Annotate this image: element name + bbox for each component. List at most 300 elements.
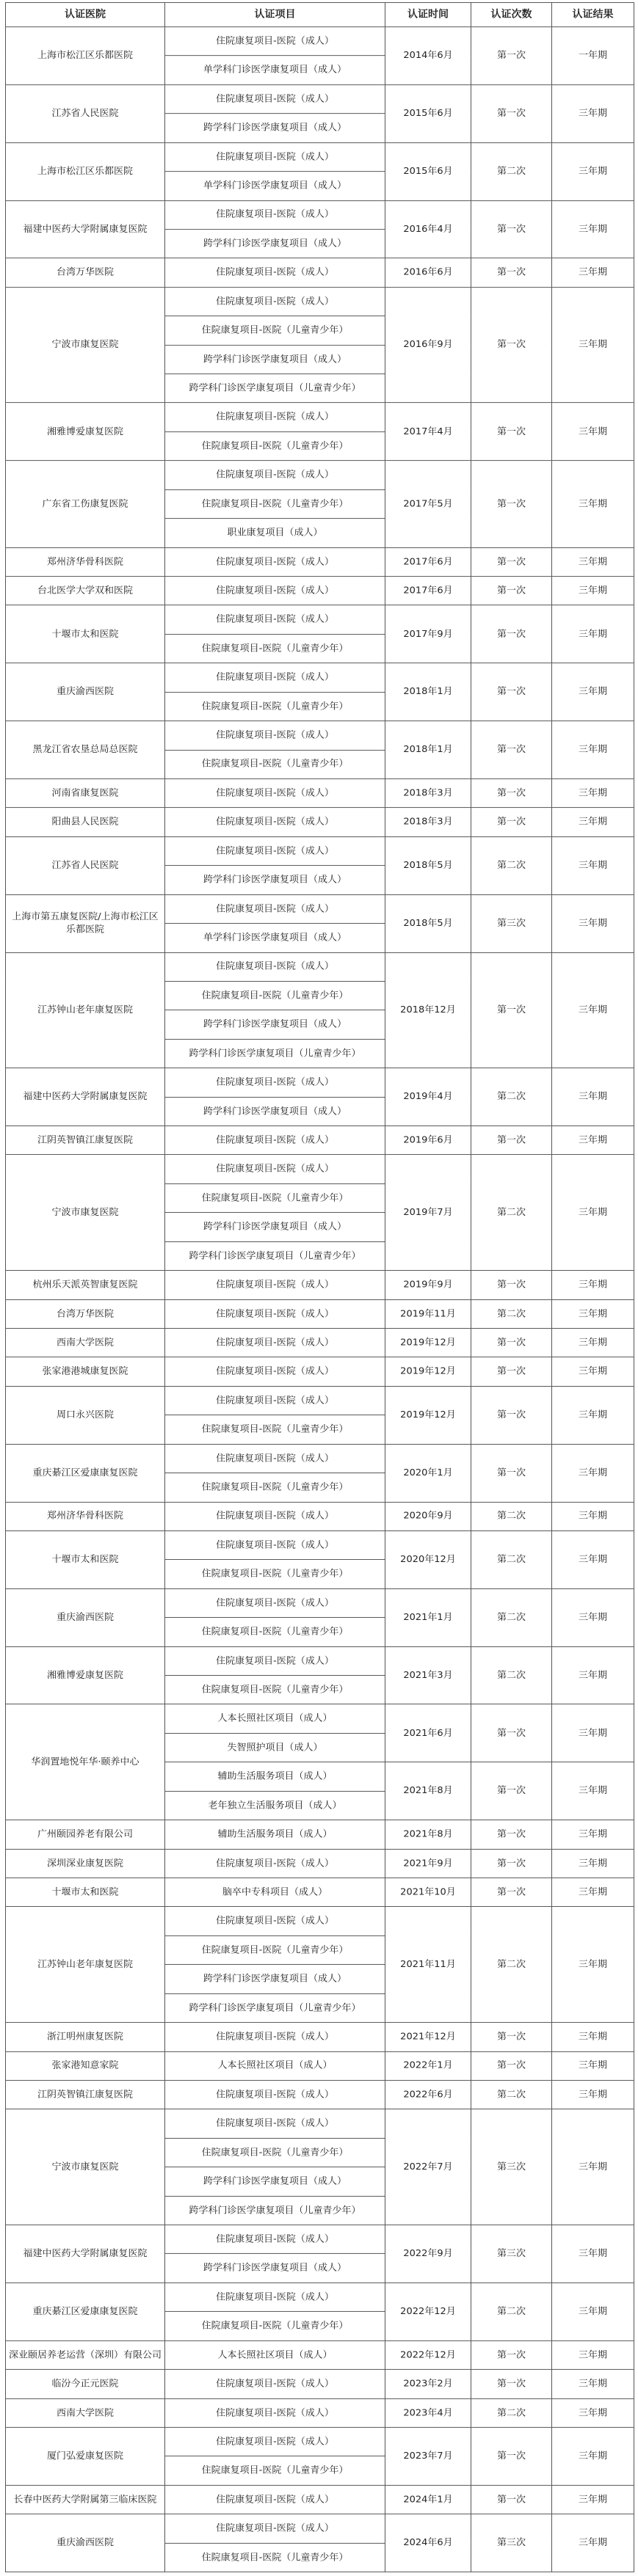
hospital-cell: 黑龙江省农垦总局总医院	[6, 721, 165, 779]
project-cell: 住院康复项目-医院（儿童青少年）	[165, 1618, 385, 1646]
time-cell: 2024年6月	[385, 2514, 471, 2572]
time-cell: 2016年4月	[385, 200, 471, 258]
count-cell: 第一次	[471, 27, 552, 85]
project-cell: 职业康复项目（成人）	[165, 519, 385, 547]
table-row	[6, 2023, 634, 2051]
result-cell: 三年期	[552, 2340, 634, 2369]
count-cell: 第二次	[471, 1068, 552, 1126]
table-row	[6, 1907, 634, 1935]
hospital-cell: 张家港港城康复医院	[6, 1357, 165, 1386]
count-cell: 第一次	[471, 287, 552, 403]
project-cell: 住院康复项目-医院（成人）	[165, 200, 385, 229]
project-cell: 住院康复项目-医院（成人）	[165, 1907, 385, 1935]
table-row	[6, 1357, 634, 1386]
header-time: 认证时间	[385, 2, 471, 26]
time-cell: 2018年5月	[385, 836, 471, 894]
time-cell: 2018年5月	[385, 894, 471, 952]
time-cell: 2020年12月	[385, 1530, 471, 1588]
project-cell: 住院康复项目-医院（成人）	[165, 2427, 385, 2456]
hospital-cell: 十堰市太和医院	[6, 605, 165, 663]
project-cell: 跨学科门诊医学康复项目（成人）	[165, 114, 385, 142]
time-cell: 2018年1月	[385, 663, 471, 721]
project-cell: 辅助生活服务项目（成人）	[165, 1820, 385, 1849]
project-cell: 住院康复项目-医院（成人）	[165, 2485, 385, 2514]
project-cell: 住院康复项目-医院（成人）	[165, 1271, 385, 1299]
result-cell: 三年期	[552, 1068, 634, 1126]
project-cell: 人本长照社区项目（成人）	[165, 2340, 385, 2369]
project-cell: 住院康复项目-医院（成人）	[165, 287, 385, 315]
result-cell: 三年期	[552, 2398, 634, 2427]
time-cell: 2021年1月	[385, 1588, 471, 1646]
hospital-cell: 宁波市康复医院	[6, 287, 165, 403]
project-cell: 跨学科门诊医学康复项目（成人）	[165, 1010, 385, 1039]
table-row	[6, 2080, 634, 2109]
result-cell: 三年期	[552, 547, 634, 576]
project-cell: 住院康复项目-医院（成人）	[165, 142, 385, 171]
table-row	[6, 287, 634, 315]
result-cell: 三年期	[552, 200, 634, 258]
count-cell: 第二次	[471, 1299, 552, 1328]
hospital-cell: 深圳深业康复医院	[6, 1849, 165, 1878]
project-cell: 跨学科门诊医学康复项目（儿童青少年）	[165, 2196, 385, 2225]
table-row	[6, 258, 634, 287]
result-cell: 三年期	[552, 577, 634, 605]
hospital-cell: 重庆渝西医院	[6, 2514, 165, 2572]
project-cell: 跨学科门诊医学康复项目（成人）	[165, 230, 385, 258]
project-cell: 住院康复项目-医院（成人）	[165, 663, 385, 692]
result-cell: 三年期	[552, 808, 634, 836]
project-cell: 住院康复项目-医院（成人）	[165, 2109, 385, 2138]
result-cell: 三年期	[552, 663, 634, 721]
count-cell: 第一次	[471, 1878, 552, 1906]
time-cell: 2016年6月	[385, 258, 471, 287]
count-cell: 第一次	[471, 2340, 552, 2369]
table-row	[6, 2109, 634, 2138]
time-cell: 2019年12月	[385, 1386, 471, 1444]
result-cell: 三年期	[552, 2370, 634, 2398]
hospital-cell: 江阴英智镇江康复医院	[6, 2080, 165, 2109]
project-cell: 住院康复项目-医院（成人）	[165, 547, 385, 576]
project-cell: 住院康复项目-医院（儿童青少年）	[165, 489, 385, 518]
project-cell: 单学科门诊医学康复项目（成人）	[165, 924, 385, 952]
hospital-cell: 台湾万华医院	[6, 258, 165, 287]
hospital-cell: 上海市第五康复医院/上海市松江区乐都医院	[6, 894, 165, 952]
count-cell: 第一次	[471, 1386, 552, 1444]
hospital-cell: 江苏钟山老年康复医院	[6, 952, 165, 1068]
table-row	[6, 1849, 634, 1878]
certification-table	[5, 2, 634, 2572]
table-row	[6, 2051, 634, 2080]
time-cell: 2022年1月	[385, 2051, 471, 2080]
project-cell: 住院康复项目-医院（成人）	[165, 1502, 385, 1530]
time-cell: 2018年1月	[385, 721, 471, 779]
time-cell: 2019年4月	[385, 1068, 471, 1126]
project-cell: 住院康复项目-医院（成人）	[165, 1328, 385, 1357]
hospital-cell: 福建中医药大学附属康复医院	[6, 2225, 165, 2283]
time-cell: 2017年6月	[385, 577, 471, 605]
project-cell: 住院康复项目-医院（儿童青少年）	[165, 1183, 385, 1212]
table-row	[6, 1386, 634, 1415]
table-row	[6, 663, 634, 692]
time-cell: 2021年3月	[385, 1646, 471, 1704]
project-cell: 住院康复项目-医院（成人）	[165, 894, 385, 923]
hospital-cell: 上海市松江区乐都医院	[6, 142, 165, 200]
table-row	[6, 84, 634, 113]
count-cell: 第二次	[471, 836, 552, 894]
time-cell: 2022年7月	[385, 2109, 471, 2225]
time-cell: 2022年6月	[385, 2080, 471, 2109]
count-cell: 第一次	[471, 663, 552, 721]
count-cell: 第二次	[471, 1530, 552, 1588]
time-cell: 2019年7月	[385, 1155, 471, 1271]
time-cell: 2021年8月	[385, 1762, 471, 1820]
count-cell: 第一次	[471, 84, 552, 142]
result-cell: 三年期	[552, 1530, 634, 1588]
hospital-cell: 郑州济华骨科医院	[6, 547, 165, 576]
result-cell: 三年期	[552, 1907, 634, 2023]
count-cell: 第二次	[471, 2283, 552, 2340]
hospital-cell: 江阴英智镇江康复医院	[6, 1126, 165, 1155]
project-cell: 住院康复项目-医院（成人）	[165, 1299, 385, 1328]
result-cell: 三年期	[552, 836, 634, 894]
project-cell: 住院康复项目-医院（成人）	[165, 1849, 385, 1878]
project-cell: 住院康复项目-医院（儿童青少年）	[165, 981, 385, 1010]
project-cell: 住院康复项目-医院（儿童青少年）	[165, 2312, 385, 2340]
hospital-cell: 湘雅博爱康复医院	[6, 403, 165, 461]
table-row	[6, 1068, 634, 1097]
project-cell: 跨学科门诊医学康复项目（成人）	[165, 2254, 385, 2283]
time-cell: 2021年8月	[385, 1820, 471, 1849]
count-cell: 第一次	[471, 2485, 552, 2514]
time-cell: 2021年12月	[385, 2023, 471, 2051]
count-cell: 第一次	[471, 577, 552, 605]
time-cell: 2014年6月	[385, 27, 471, 85]
hospital-cell: 上海市松江区乐都医院	[6, 27, 165, 85]
count-cell: 第一次	[471, 1704, 552, 1762]
result-cell: 三年期	[552, 2109, 634, 2225]
table-row	[6, 721, 634, 750]
result-cell: 三年期	[552, 1328, 634, 1357]
table-row	[6, 1328, 634, 1357]
time-cell: 2018年3月	[385, 808, 471, 836]
table-row	[6, 605, 634, 634]
hospital-cell: 重庆渝西医院	[6, 1588, 165, 1646]
result-cell: 三年期	[552, 1444, 634, 1502]
result-cell: 三年期	[552, 1357, 634, 1386]
project-cell: 跨学科门诊医学康复项目（成人）	[165, 1965, 385, 1993]
count-cell: 第二次	[471, 2398, 552, 2427]
hospital-cell: 台湾万华医院	[6, 1299, 165, 1328]
table-row	[6, 1646, 634, 1675]
table-body	[6, 27, 634, 2572]
table-row	[6, 1530, 634, 1559]
count-cell: 第一次	[471, 258, 552, 287]
hospital-cell: 西南大学医院	[6, 1328, 165, 1357]
count-cell: 第二次	[471, 2080, 552, 2109]
table-row	[6, 2283, 634, 2311]
table-row	[6, 1588, 634, 1617]
result-cell: 三年期	[552, 779, 634, 808]
hospital-cell: 长春中医药大学附属第三临床医院	[6, 2485, 165, 2514]
result-cell: 三年期	[552, 2427, 634, 2485]
result-cell: 三年期	[552, 1299, 634, 1328]
project-cell: 住院康复项目-医院（成人）	[165, 27, 385, 56]
hospital-cell: 广东省工伤康复医院	[6, 461, 165, 547]
result-cell: 三年期	[552, 142, 634, 200]
result-cell: 三年期	[552, 2514, 634, 2572]
result-cell: 三年期	[552, 1386, 634, 1444]
result-cell: 三年期	[552, 721, 634, 779]
project-cell: 住院康复项目-医院（成人）	[165, 1646, 385, 1675]
project-cell: 住院康复项目-医院（儿童青少年）	[165, 634, 385, 663]
table-row	[6, 2485, 634, 2514]
hospital-cell: 张家港知意家院	[6, 2051, 165, 2080]
result-cell: 三年期	[552, 2023, 634, 2051]
count-cell: 第一次	[471, 1762, 552, 1820]
table-row	[6, 1271, 634, 1299]
time-cell: 2019年12月	[385, 1328, 471, 1357]
hospital-cell: 西南大学医院	[6, 2398, 165, 2427]
count-cell: 第一次	[471, 779, 552, 808]
project-cell: 住院康复项目-医院（成人）	[165, 1444, 385, 1473]
hospital-cell: 台北医学大学双和医院	[6, 577, 165, 605]
count-cell: 第三次	[471, 2109, 552, 2225]
hospital-cell: 重庆綦江区爱康康复医院	[6, 1444, 165, 1502]
time-cell: 2019年6月	[385, 1126, 471, 1155]
project-cell: 单学科门诊医学康复项目（成人）	[165, 172, 385, 200]
hospital-cell: 十堰市太和医院	[6, 1530, 165, 1588]
project-cell: 人本长照社区项目（成人）	[165, 1704, 385, 1733]
time-cell: 2018年12月	[385, 952, 471, 1068]
table-row	[6, 808, 634, 836]
project-cell: 住院康复项目-医院（成人）	[165, 1386, 385, 1415]
project-cell: 脑卒中专科项目（成人）	[165, 1878, 385, 1906]
project-cell: 住院康复项目-医院（成人）	[165, 2023, 385, 2051]
hospital-cell: 周口永兴医院	[6, 1386, 165, 1444]
project-cell: 住院康复项目-医院（成人）	[165, 721, 385, 750]
table-row	[6, 403, 634, 431]
time-cell: 2024年1月	[385, 2485, 471, 2514]
table-row	[6, 2398, 634, 2427]
result-cell: 三年期	[552, 1704, 634, 1762]
table-row	[6, 779, 634, 808]
count-cell: 第一次	[471, 547, 552, 576]
project-cell: 辅助生活服务项目（成人）	[165, 1762, 385, 1791]
time-cell: 2016年9月	[385, 287, 471, 403]
time-cell: 2019年11月	[385, 1299, 471, 1328]
table-row	[6, 1878, 634, 1906]
table-row	[6, 2427, 634, 2456]
table-row	[6, 952, 634, 981]
header-result: 认证结果	[552, 2, 634, 26]
result-cell: 三年期	[552, 2225, 634, 2283]
hospital-cell: 江苏钟山老年康复医院	[6, 1907, 165, 2023]
time-cell: 2020年1月	[385, 1444, 471, 1502]
project-cell: 住院康复项目-医院（成人）	[165, 403, 385, 431]
table-row	[6, 1444, 634, 1473]
project-cell: 住院康复项目-医院（儿童青少年）	[165, 1415, 385, 1444]
project-cell: 住院康复项目-医院（儿童青少年）	[165, 1676, 385, 1704]
result-cell: 三年期	[552, 1502, 634, 1530]
hospital-cell: 宁波市康复医院	[6, 2109, 165, 2225]
count-cell: 第二次	[471, 1502, 552, 1530]
count-cell: 第一次	[471, 808, 552, 836]
project-cell: 住院康复项目-医院（儿童青少年）	[165, 692, 385, 720]
table-row	[6, 200, 634, 229]
project-cell: 住院康复项目-医院（成人）	[165, 1068, 385, 1097]
project-cell: 跨学科门诊医学康复项目（儿童青少年）	[165, 1993, 385, 2022]
count-cell: 第一次	[471, 2023, 552, 2051]
hospital-cell: 杭州乐天派英智康复医院	[6, 1271, 165, 1299]
time-cell: 2023年4月	[385, 2398, 471, 2427]
time-cell: 2020年9月	[385, 1502, 471, 1530]
table-row	[6, 836, 634, 865]
count-cell: 第一次	[471, 1849, 552, 1878]
project-cell: 失智照护项目（成人）	[165, 1733, 385, 1762]
hospital-cell: 深业颐居养老运营（深圳）有限公司	[6, 2340, 165, 2369]
result-cell: 三年期	[552, 1762, 634, 1820]
table-row	[6, 1299, 634, 1328]
project-cell: 住院康复项目-医院（成人）	[165, 605, 385, 634]
result-cell: 三年期	[552, 1646, 634, 1704]
project-cell: 人本长照社区项目（成人）	[165, 2051, 385, 2080]
count-cell: 第二次	[471, 1588, 552, 1646]
time-cell: 2023年7月	[385, 2427, 471, 2485]
project-cell: 住院康复项目-医院（成人）	[165, 836, 385, 865]
count-cell: 第一次	[471, 2370, 552, 2398]
project-cell: 住院康复项目-医院（成人）	[165, 2080, 385, 2109]
count-cell: 第一次	[471, 721, 552, 779]
project-cell: 住院康复项目-医院（成人）	[165, 2514, 385, 2543]
header-hospital: 认证医院	[6, 2, 165, 26]
count-cell: 第三次	[471, 2514, 552, 2572]
count-cell: 第三次	[471, 894, 552, 952]
project-cell: 住院康复项目-医院（儿童青少年）	[165, 1560, 385, 1588]
count-cell: 第一次	[471, 403, 552, 461]
table-row	[6, 577, 634, 605]
table-row	[6, 2340, 634, 2369]
table-row	[6, 894, 634, 923]
result-cell: 三年期	[552, 84, 634, 142]
hospital-cell: 厦门弘爱康复医院	[6, 2427, 165, 2485]
time-cell: 2017年6月	[385, 547, 471, 576]
count-cell: 第一次	[471, 2051, 552, 2080]
time-cell: 2019年9月	[385, 1271, 471, 1299]
time-cell: 2017年4月	[385, 403, 471, 461]
project-cell: 住院康复项目-医院（成人）	[165, 808, 385, 836]
count-cell: 第二次	[471, 1646, 552, 1704]
project-cell: 住院康复项目-医院（成人）	[165, 1588, 385, 1617]
hospital-cell: 江苏省人民医院	[6, 84, 165, 142]
project-cell: 住院康复项目-医院（成人）	[165, 258, 385, 287]
project-cell: 跨学科门诊医学康复项目（儿童青少年）	[165, 1241, 385, 1270]
result-cell: 三年期	[552, 1155, 634, 1271]
time-cell: 2015年6月	[385, 142, 471, 200]
hospital-cell: 重庆綦江区爱康康复医院	[6, 2283, 165, 2340]
result-cell: 三年期	[552, 2485, 634, 2514]
result-cell: 三年期	[552, 2080, 634, 2109]
result-cell: 三年期	[552, 403, 634, 461]
project-cell: 跨学科门诊医学康复项目（成人）	[165, 866, 385, 894]
project-cell: 跨学科门诊医学康复项目（成人）	[165, 1097, 385, 1125]
result-cell: 三年期	[552, 287, 634, 403]
count-cell: 第二次	[471, 1155, 552, 1271]
project-cell: 住院康复项目-医院（成人）	[165, 2225, 385, 2253]
header-project: 认证项目	[165, 2, 385, 26]
project-cell: 住院康复项目-医院（成人）	[165, 2370, 385, 2398]
hospital-cell: 郑州济华骨科医院	[6, 1502, 165, 1530]
hospital-cell: 阳曲县人民医院	[6, 808, 165, 836]
time-cell: 2018年3月	[385, 779, 471, 808]
project-cell: 住院康复项目-医院（儿童青少年）	[165, 2543, 385, 2572]
hospital-cell: 江苏省人民医院	[6, 836, 165, 894]
table-row	[6, 2225, 634, 2253]
table-row	[6, 1126, 634, 1155]
project-cell: 跨学科门诊医学康复项目（儿童青少年）	[165, 1039, 385, 1068]
project-cell: 住院康复项目-医院（儿童青少年）	[165, 432, 385, 461]
project-cell: 住院康复项目-医院（儿童青少年）	[165, 2138, 385, 2167]
result-cell: 三年期	[552, 1849, 634, 1878]
time-cell: 2022年12月	[385, 2340, 471, 2369]
project-cell: 住院康复项目-医院（成人）	[165, 1155, 385, 1183]
project-cell: 住院康复项目-医院（成人）	[165, 2398, 385, 2427]
result-cell: 一年期	[552, 27, 634, 85]
result-cell: 三年期	[552, 258, 634, 287]
result-cell: 三年期	[552, 461, 634, 547]
time-cell: 2017年5月	[385, 461, 471, 547]
count-cell: 第一次	[471, 1126, 552, 1155]
count-cell: 第一次	[471, 952, 552, 1068]
time-cell: 2015年6月	[385, 84, 471, 142]
project-cell: 住院康复项目-医院（儿童青少年）	[165, 1473, 385, 1502]
project-cell: 住院康复项目-医院（成人）	[165, 952, 385, 981]
table-row	[6, 1155, 634, 1183]
result-cell: 三年期	[552, 1588, 634, 1646]
hospital-cell: 广州颐园养老有限公司	[6, 1820, 165, 1849]
result-cell: 三年期	[552, 1878, 634, 1906]
time-cell: 2021年11月	[385, 1907, 471, 2023]
time-cell: 2022年12月	[385, 2283, 471, 2340]
time-cell: 2023年2月	[385, 2370, 471, 2398]
hospital-cell: 湘雅博爱康复医院	[6, 1646, 165, 1704]
result-cell: 三年期	[552, 894, 634, 952]
count-cell: 第二次	[471, 142, 552, 200]
count-cell: 第一次	[471, 1271, 552, 1299]
project-cell: 跨学科门诊医学康复项目（成人）	[165, 345, 385, 373]
result-cell: 三年期	[552, 605, 634, 663]
hospital-cell: 福建中医药大学附属康复医院	[6, 1068, 165, 1126]
hospital-cell: 十堰市太和医院	[6, 1878, 165, 1906]
project-cell: 住院康复项目-医院（儿童青少年）	[165, 750, 385, 778]
table-row	[6, 1820, 634, 1849]
project-cell: 跨学科门诊医学康复项目（儿童青少年）	[165, 374, 385, 403]
count-cell: 第一次	[471, 2427, 552, 2485]
project-cell: 住院康复项目-医院（成人）	[165, 1357, 385, 1386]
result-cell: 三年期	[552, 1820, 634, 1849]
count-cell: 第一次	[471, 1444, 552, 1502]
table-row	[6, 1502, 634, 1530]
project-cell: 住院康复项目-医院（成人）	[165, 461, 385, 489]
project-cell: 住院康复项目-医院（儿童青少年）	[165, 2456, 385, 2485]
project-cell: 住院康复项目-医院（成人）	[165, 1530, 385, 1559]
table-row	[6, 142, 634, 171]
project-cell: 住院康复项目-医院（成人）	[165, 577, 385, 605]
hospital-cell: 重庆渝西医院	[6, 663, 165, 721]
project-cell: 单学科门诊医学康复项目（成人）	[165, 56, 385, 84]
hospital-cell: 华润置地悦年华·颐养中心	[6, 1704, 165, 1820]
table-row	[6, 27, 634, 56]
count-cell: 第一次	[471, 1820, 552, 1849]
